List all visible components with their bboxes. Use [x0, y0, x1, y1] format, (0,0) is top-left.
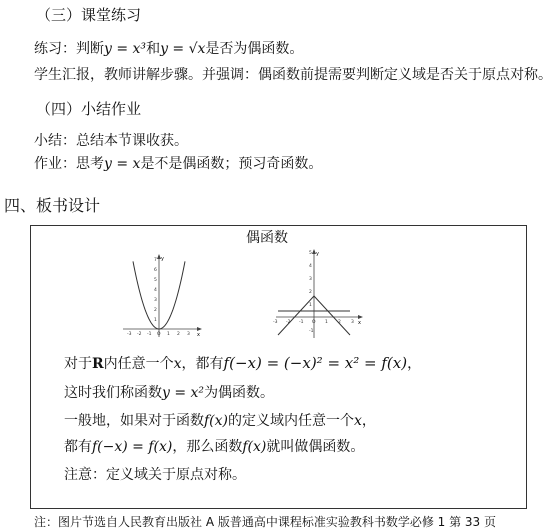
board-line2-eq: y = x²	[162, 385, 205, 401]
graph2-x-arrow	[358, 315, 363, 319]
board-line-5: 注意：定义域关于原点对称。	[64, 467, 246, 483]
board-line3-x: x	[354, 413, 362, 429]
graph2-y-tick: 1	[309, 303, 312, 308]
graph1-y-tick: 6	[154, 268, 157, 273]
graph2-x-tick: 1	[325, 320, 328, 325]
graph2-y-tick: 2	[309, 290, 312, 295]
board-line1-a: 对于	[64, 356, 92, 372]
section3-heading: （三）课堂练习	[36, 6, 142, 24]
part4-heading: 四、板书设计	[4, 196, 101, 215]
graph1-x-tick: O	[157, 332, 161, 337]
exercise-line	[34, 38, 303, 58]
exercise-eq1: y = x³	[104, 41, 147, 57]
graph2-x-label: x	[358, 320, 361, 326]
graph1-y-tick: 4	[154, 288, 157, 293]
board-line3-c: ，	[361, 413, 376, 429]
graph2-y-label: y	[316, 251, 319, 257]
board-line1-x: x	[173, 356, 182, 372]
graph1-y-tick: 1	[154, 318, 157, 323]
graph1-x-tick: -1	[147, 332, 152, 337]
graph1-x-tick: 1	[167, 332, 170, 337]
section4-heading: （四）小结作业	[36, 100, 142, 118]
graph1-y-tick: 2	[154, 308, 157, 313]
homework-eq: y = x	[104, 156, 141, 172]
summary-line: 小结：总结本节课收获。	[34, 133, 188, 149]
graph2-x-tick: -1	[299, 320, 304, 325]
graph1-x-ticks	[127, 331, 190, 337]
board-line1-eq: f(−x) = (−x)² = x² = f(x)	[223, 354, 408, 372]
parabola-graph	[121, 253, 203, 339]
graph1-x-label: x	[197, 332, 200, 338]
footnote: 注：图片节选自人民教育出版社 A 版普通高中课程标准实验教科书数学必修 1 第 33 页	[34, 515, 497, 529]
homework-suffix: 是不是偶函数；预习奇函数。	[140, 156, 323, 172]
graph1-y-tick: 3	[154, 298, 157, 303]
graph2-x-tick: 3	[351, 320, 354, 325]
graph2-y-tick: 3	[309, 277, 312, 282]
homework-line	[34, 153, 322, 173]
board-line-2	[64, 382, 274, 402]
board-line4-c: 就叫做偶函数。	[266, 439, 365, 455]
graph2-y-tick: -1	[309, 329, 314, 334]
student-report: 学生汇报，教师讲解步骤。并强调：偶函数前提需要判断定义域是否关于原点对称。	[34, 67, 552, 83]
graph1-x-arrow	[197, 327, 202, 331]
board-line4-f: f(x)	[242, 439, 267, 455]
graph1-y-tick: 5	[154, 278, 157, 283]
board-line4-b: ，那么函数	[172, 439, 243, 455]
graph1-x-tick: 3	[187, 332, 190, 337]
graph2-y-tick: 5	[309, 251, 312, 256]
exercise-eq2: y = √x	[160, 41, 206, 57]
exercise-mid: 和	[146, 41, 161, 57]
board-line3-b: 的定义域内任意一个	[228, 413, 355, 429]
board-line3-a: 一般地，如果对于函数	[64, 413, 204, 429]
board-line1-b: 内任意一个	[103, 356, 174, 372]
board-line2-b: 为偶函数。	[204, 385, 275, 401]
board-line-4	[64, 436, 364, 456]
graph2-x-tick: -2	[286, 320, 291, 325]
graph1-y-tick: 7	[154, 258, 157, 263]
board-line1-d: ，	[407, 356, 422, 372]
graph2-x-tick: O	[312, 320, 316, 325]
homework-prefix: 作业：思考	[34, 156, 104, 172]
graph1-x-tick: -3	[127, 332, 132, 337]
board-line4-eq: f(−x) = f(x)	[92, 439, 173, 455]
graph1-y-ticks	[154, 257, 157, 323]
board-design-box	[30, 225, 527, 509]
board-line1-c: ，都有	[181, 356, 224, 372]
board-line-1	[64, 353, 421, 373]
graph1-x-tick: -2	[137, 332, 142, 337]
board-line2-a: 这时我们称函数	[64, 385, 162, 401]
graph2-x-ticks	[273, 319, 354, 325]
board-line-3	[64, 410, 376, 430]
exercise-suffix: 是否为偶函数。	[205, 41, 304, 57]
graph2-y-tick: 4	[309, 264, 312, 269]
v-graph	[274, 248, 364, 340]
board-title: 偶函数	[246, 230, 288, 246]
board-line4-a: 都有	[64, 439, 92, 455]
exercise-prefix: 练习：判断	[34, 41, 104, 57]
board-line3-f: f(x)	[204, 413, 229, 429]
graph2-x-tick: -3	[273, 320, 278, 325]
graph2-x-tick: 2	[338, 320, 341, 325]
graph1-x-tick: 2	[177, 332, 180, 337]
board-line1-R: R	[92, 356, 104, 372]
graph1-y-label: y	[161, 256, 164, 262]
